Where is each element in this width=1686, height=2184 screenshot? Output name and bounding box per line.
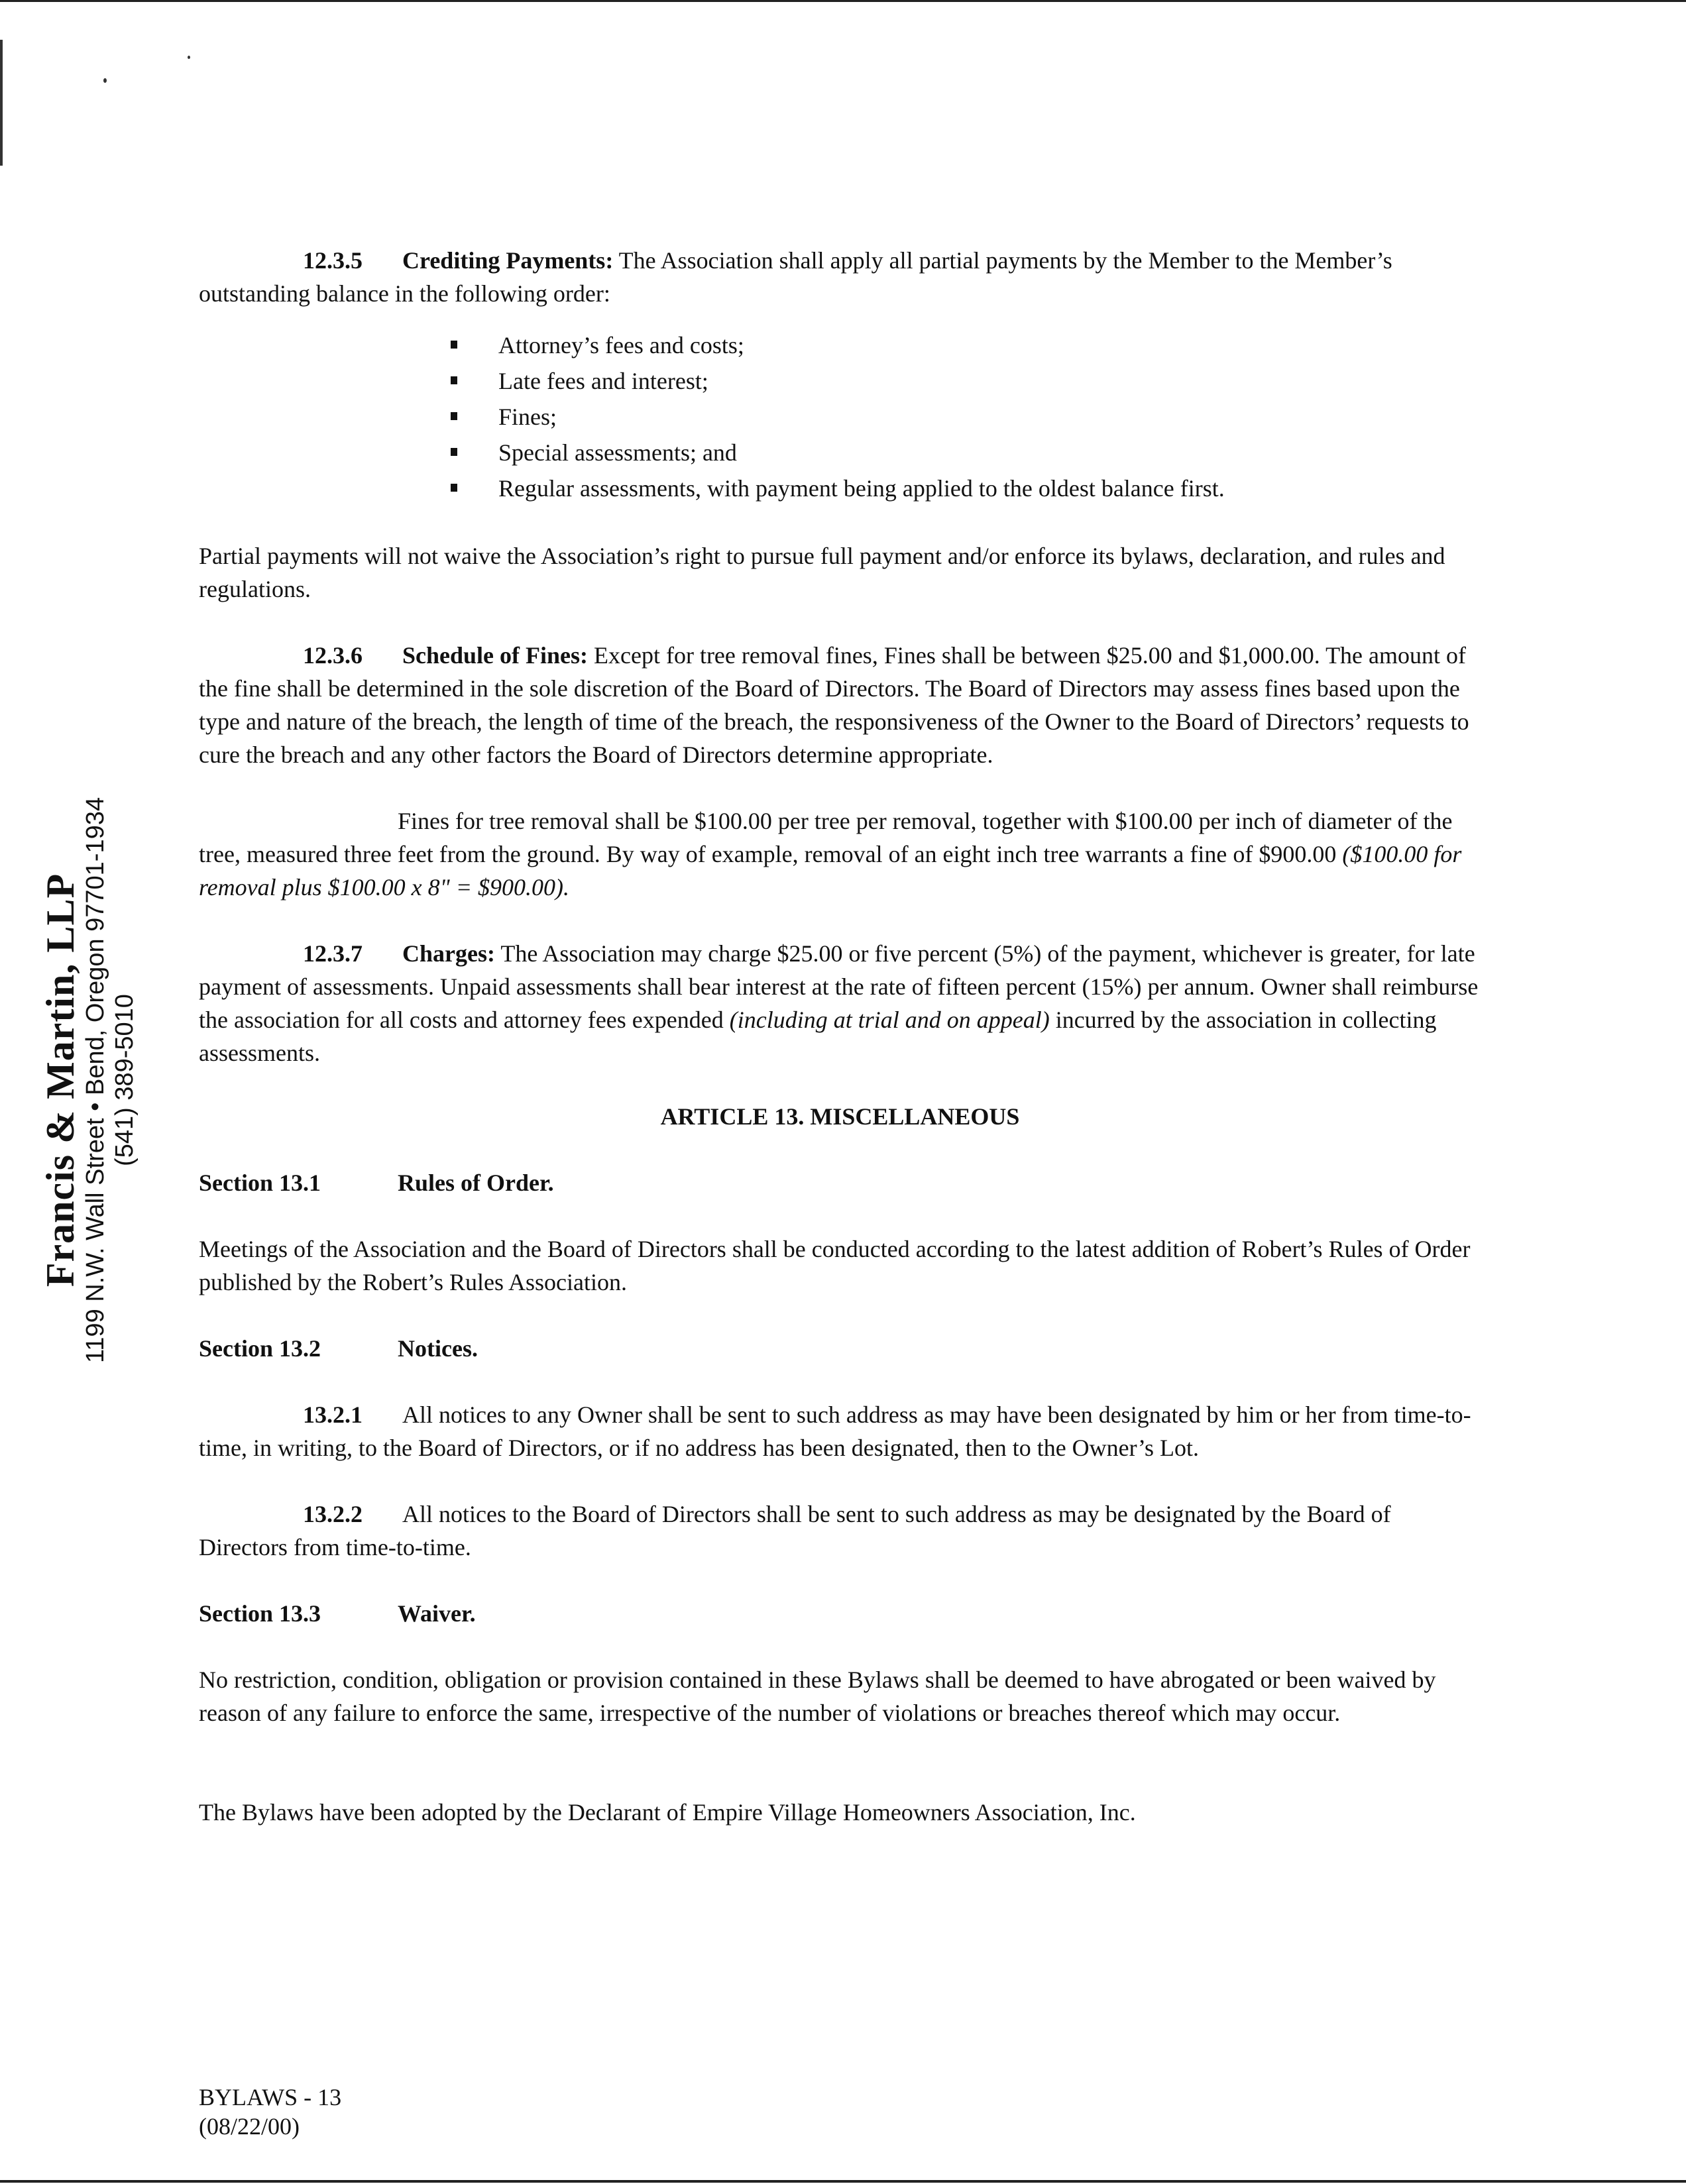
bullet-square-icon (451, 341, 457, 349)
bullet-square-icon (451, 448, 457, 456)
adoption-statement: The Bylaws have been adopted by the Declarant of Empire Village Homeowners Association, Inc. (199, 1799, 1136, 1826)
payment-order-list (199, 327, 1481, 506)
partial-payments-paragraph: Partial payments will not waive the Association’s right to pursue full payment and/or enforce its bylaws, declaration, and rules and regulations. (199, 543, 1445, 602)
bullet-square-icon (451, 484, 457, 492)
section-number: 12.3.6 (303, 642, 363, 669)
section-13-2-2 (199, 1498, 1481, 1564)
section-12-3-7: 12.3.7 Charges: The Association may charge $25.00 or five percent (5%) of the payment, whichever is greater, for late payment of assessments. Unpaid assessments shall bear interest at the rate of fifteen percent (15%) per annum. Owner shall reimburse the association for all costs and attorney fees expended (including at trial and on appeal) incurred by the association in collecting assessments. (199, 937, 1481, 1069)
scan-speck (188, 56, 190, 59)
section-number: 12.3.7 (303, 940, 363, 967)
list-item: Late fees and interest; (451, 363, 1481, 399)
section-number: 13.2.2 (303, 1501, 363, 1527)
firm-address: 1199 N.W. Wall Street • Bend, Oregon 97701-1934 (82, 796, 109, 1364)
section-text: All notices to any Owner shall be sent to such address as may have been designated by him or her from time-to-time, in writing, to the Board of Directors, or if no address has been designated, then to the Owner’s Lot. (199, 1401, 1471, 1461)
tree-fine-example: ($100.00 for removal plus $100.00 x 8" = $900.00). (199, 841, 1462, 901)
tree-fines-paragraph: Fines for tree removal shall be $100.00 per tree per removal, together with $100.00 per inch of diameter of the tree, measured three feet from the ground. By way of example, removal of an eight inch tree warrants a fine of $900.00 ($100.00 for removal plus $100.00 x 8" = $900.00). (199, 808, 1462, 901)
section-number: 12.3.5 (303, 247, 363, 274)
section-12-3-5 (199, 244, 1481, 310)
revision-date: (08/22/00) (199, 2113, 300, 2140)
firm-phone: (541) 389-5010 (111, 994, 139, 1166)
list-item: Attorney’s fees and costs; (451, 327, 1481, 363)
firm-name: Francis & Martin, LLP (38, 873, 82, 1287)
page-footer (199, 2083, 341, 2141)
bullet-square-icon (451, 412, 457, 420)
section-title: Schedule of Fines: (402, 642, 589, 669)
section-13-1-text: Meetings of the Association and the Board of Directors shall be conducted according to the latest addition of Robert’s Rules of Order published by the Robert’s Rules Association. (199, 1236, 1471, 1295)
section-13-1-heading: Section 13.1 Rules of Order. (199, 1170, 554, 1196)
document-body (199, 244, 1481, 1829)
scan-speck (103, 78, 107, 83)
section-number: 13.2.1 (303, 1401, 363, 1428)
section-title: Crediting Payments: (402, 247, 614, 274)
section-text: All notices to the Board of Directors shall be sent to such address as may be designated by the Board of Directors from time-to-time. (199, 1501, 1391, 1560)
section-13-3-text: No restriction, condition, obligation or provision contained in these Bylaws shall be deemed to have abrogated or been waived by reason of any failure to enforce the same, irrespective of the number of violations or breaches thereof which may occur. (199, 1666, 1436, 1726)
page-number: BYLAWS - 13 (199, 2084, 342, 2110)
section-13-3-heading: Section 13.3 Waiver. (199, 1600, 476, 1627)
section-text: The Association shall apply all partial payments by the Member to the Member’s outstanding balance in the following order: (199, 247, 1392, 307)
section-text: The Association may charge $25.00 or five percent (5%) of the payment, whichever is greater, for late payment of assessments. Unpaid assessments shall bear interest at the rate of fifteen percent (15%) per annum. Owner shall reimburse the association for all costs and attorney fees expended (199, 940, 1479, 1033)
firm-sidebar (40, 749, 159, 1411)
bullet-square-icon (451, 376, 457, 384)
section-text: Except for tree removal fines, Fines shall be between $25.00 and $1,000.00. The amount of the fine shall be determined in the sole discretion of the Board of Directors. The Board of Directors may assess fines based upon the type and nature of the breach, the length of time of the breach, the responsiveness of the Owner to the Board of Directors’ requests to cure the breach and any other factors the Board of Directors determine appropriate. (199, 642, 1469, 768)
article-heading: ARTICLE 13. MISCELLANEOUS (660, 1103, 1020, 1130)
list-item: Regular assessments, with payment being applied to the oldest balance first. (451, 470, 1481, 506)
section-13-2-1 (199, 1398, 1481, 1464)
scan-edge-left (0, 40, 3, 166)
section-title: Charges: (402, 940, 495, 967)
scan-edge-bottom (0, 2180, 1686, 2183)
section-13-2-heading: Section 13.2 Notices. (199, 1335, 478, 1362)
list-item: Fines; (451, 399, 1481, 435)
section-12-3-6 (199, 639, 1481, 771)
list-item: Special assessments; and (451, 435, 1481, 470)
scan-edge-top (0, 0, 1686, 2)
